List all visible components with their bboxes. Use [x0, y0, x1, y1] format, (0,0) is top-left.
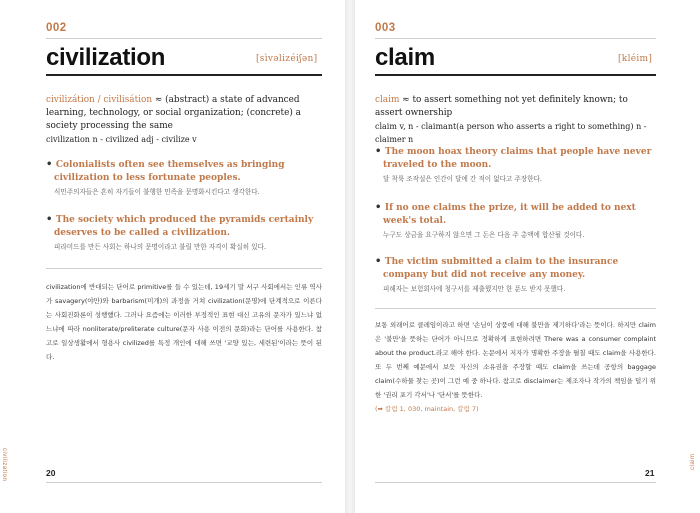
example-english: The society which produced the pyramids certainly deserves to be called a civilization.: [54, 215, 314, 238]
example-1: [375, 145, 656, 184]
footer-rule: [375, 482, 656, 483]
example-2: [375, 201, 656, 240]
page-number: 21: [645, 468, 655, 478]
side-label: civilization: [1, 448, 7, 482]
bullet-icon: •: [46, 214, 56, 225]
example-korean: 누구도 상금을 요구하지 않으면 그 돈은 다음 주 총액에 합산될 것이다.: [383, 231, 585, 239]
section-rule: [375, 308, 656, 309]
bullet-icon: •: [375, 202, 385, 213]
headword: claim: [375, 44, 435, 71]
section-rule: [46, 268, 322, 269]
top-rule: [46, 38, 322, 39]
bullet-icon: •: [375, 256, 385, 267]
example-english: The moon hoax theory claims that people have never traveled to the moon.: [383, 147, 652, 170]
example-korean: 식민주의자들은 흔히 자기들이 불행한 민족을 문명화시킨다고 생각한다.: [54, 188, 260, 196]
book-gutter: [345, 0, 355, 513]
definition: [375, 94, 656, 146]
example-korean: 피라미드를 만든 사회는 하나의 문명이라고 불릴 만한 자격이 확실히 있다.: [54, 243, 267, 251]
example-english: The victim submitted a claim to the insurance company but did not receive any money.: [383, 257, 619, 280]
definition-head: claim: [375, 95, 400, 105]
derivatives: claim v, n - claimant(a person who asserts a right to something) n - claimer n: [375, 122, 647, 144]
entry-number: 003: [375, 22, 396, 34]
usage-note: civilization에 반대되는 단어로 primitive를 들 수 있는데, 19세기 말 서구 사회에서는 인류 역사가 savagery(야만)와 barbarism(미개)의 과정을 거쳐 civilization(문명)에 단계적으로 이른다는 사회진화론이 성행했다. 그러나 요즘에는 이러한 부정적인 표현 대신 고유의 문자가 있느냐 없느냐에 따라 nonliterate/preliterate culture(문자 사용 이전의 문화)라는 단어를 사용한다. 참고로 일상생활에서 형용사 civilized를 특정 개인에 대해 쓰면 '교양 있는, 세련된'이라는 뜻이 된다.: [46, 283, 322, 361]
headword-rule: [375, 74, 656, 76]
headword: civilization: [46, 44, 166, 71]
page-number: 20: [46, 468, 56, 478]
definition-body: ≈ (abstract) a state of advanced learning, technology, or social organization; (concrete) a society processing the same: [46, 95, 301, 131]
example-korean: 달 착륙 조작설은 인간이 달에 간 적이 없다고 주장한다.: [383, 175, 542, 183]
side-label: claim: [690, 453, 696, 470]
headword-rule: [46, 74, 322, 76]
example-english: If no one claims the prize, it will be added to next week's total.: [383, 203, 636, 226]
see-also: (➡ 칼럼 1, 030, maintain, 칼럼 7): [375, 405, 479, 413]
usage-note: [375, 318, 656, 416]
example-2: [46, 213, 322, 252]
bullet-icon: •: [46, 159, 56, 170]
left-page: [0, 0, 345, 513]
example-1: [46, 158, 322, 197]
right-page: [355, 0, 700, 513]
pronunciation: [sìvəlizéiʃən]: [256, 54, 318, 64]
bullet-icon: •: [375, 146, 385, 157]
pronunciation: [kléim]: [618, 54, 653, 64]
entry-number: 002: [46, 22, 67, 34]
usage-note-text: 보통 외래어로 클레임이라고 하면 '손님이 상품에 대해 불만을 제기하다'라는 뜻이다. 하지만 claim은 '불만'을 뜻하는 단어가 아니므로 정확하게 표현하려면 There was a consumer complaint about the product.라고 해야 한다. 논문에서 저자가 명확한 주장을 펼칠 때도 claim을 사용한다. 또 두 번째 예문에서 보듯 자신의 소유권을 주장할 때도 claim을 쓰는데 공항의 baggage claim(수하물 찾는 곳)이 그런 예 중 하나다. 참고로 disclaimer는 제조자나 작가의 책임을 덜기 위한 '권리 포기 각서'나 '단서'를 뜻한다.: [375, 321, 656, 399]
derivatives: civilization n - civilized adj - civilize v: [46, 135, 197, 144]
example-english: Colonialists often see themselves as bringing civilization to less fortunate peoples.: [54, 160, 285, 183]
definition-head: civilizátion / civilisátion: [46, 95, 153, 105]
example-3: [375, 255, 656, 294]
top-rule: [375, 38, 656, 39]
example-korean: 피해자는 보험회사에 청구서를 제출했지만 한 푼도 받지 못했다.: [383, 285, 566, 293]
definition-body: ≈ to assert something not yet definitely known; to assert ownership: [375, 95, 628, 118]
footer-rule: [46, 482, 322, 483]
definition: [46, 94, 322, 146]
